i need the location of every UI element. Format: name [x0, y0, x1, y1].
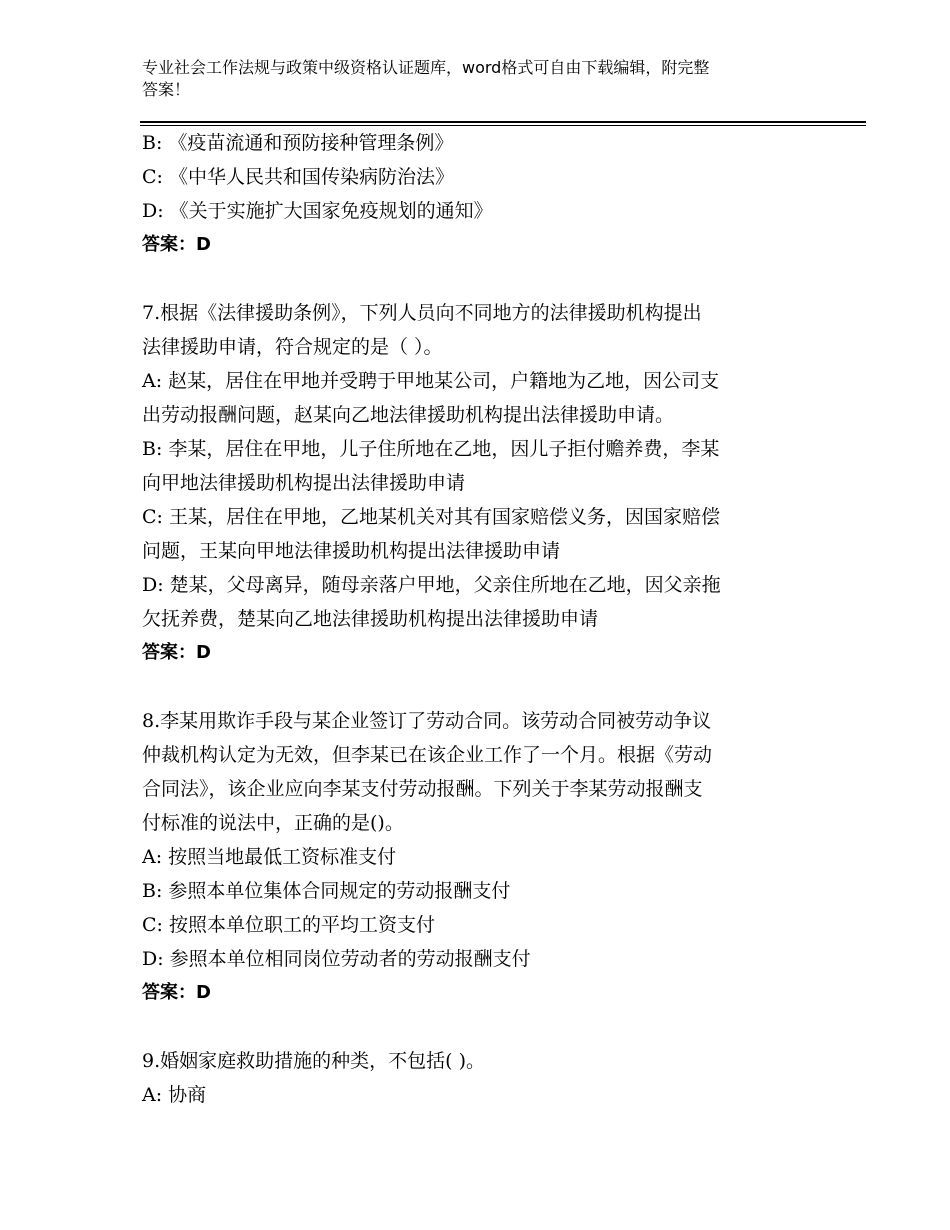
question-stem-line: 法律援助申请，符合规定的是（ ）。: [142, 336, 443, 358]
question-stem-line: 仲裁机构认定为无效，但李某已在该企业工作了一个月。根据《劳动: [142, 744, 713, 766]
spacer: [142, 1010, 822, 1044]
answer-label: 答案：D: [142, 234, 211, 255]
header-title-line-2: 答案！: [142, 80, 191, 99]
question-8: [142, 704, 822, 1010]
option-b-line-2: 向甲地法律援助机构提出法律援助申请: [142, 472, 466, 494]
option-c-line-2: 问题，王某向甲地法律援助机构提出法律援助申请: [142, 540, 561, 562]
option-b: B: 参照本单位集体合同规定的劳动报酬支付: [142, 880, 511, 902]
option-b-line-1: B: 李某，居住在甲地，儿子住所地在乙地，因儿子拒付赡养费，李某: [142, 438, 720, 460]
option-a-line-2: 出劳动报酬问题，赵某向乙地法律援助机构提出法律援助申请。: [142, 404, 675, 426]
header-title-line-1: 专业社会工作法规与政策中级资格认证题库，word格式可自由下载编辑，附完整: [142, 58, 710, 77]
answer-label: 答案：D: [142, 642, 211, 663]
question-stem-line: 8.李某用欺诈手段与某企业签订了劳动合同。该劳动合同被劳动争议: [142, 710, 712, 732]
option-d-line-2: 欠抚养费，楚某向乙地法律援助机构提出法律援助申请: [142, 608, 599, 630]
question-stem-line: 合同法》，该企业应向李某支付劳动报酬。下列关于李某劳动报酬支: [142, 778, 703, 800]
option-d: D: 参照本单位相同岗位劳动者的劳动报酬支付: [142, 948, 531, 970]
spacer: [142, 262, 822, 296]
option-d-line-1: D: 楚某，父母离异，随母亲落户甲地，父亲住所地在乙地，因父亲拖: [142, 574, 721, 596]
question-7: [142, 296, 822, 670]
question-stem-line: 9.婚姻家庭救助措施的种类，不包括( )。: [142, 1050, 485, 1072]
header-rule-thick: [140, 121, 866, 123]
question-9: [142, 1044, 822, 1112]
option-b: B: 《疫苗流通和预防接种管理条例》: [142, 132, 454, 154]
question-6-tail: [142, 126, 822, 262]
option-a-line-1: A: 赵某，居住在甲地并受聘于甲地某公司，户籍地为乙地，因公司支: [142, 370, 720, 392]
option-c-line-1: C: 王某，居住在甲地，乙地某机关对其有国家赔偿义务，因国家赔偿: [142, 506, 720, 528]
question-list: [142, 126, 822, 1112]
spacer: [142, 670, 822, 704]
option-a: A: 协商: [142, 1084, 207, 1106]
answer-label: 答案：D: [142, 982, 211, 1003]
question-stem-line: 付标准的说法中，正确的是()。: [142, 812, 404, 834]
document-header: [142, 57, 822, 101]
option-c: C: 《中华人民共和国传染病防治法》: [142, 166, 454, 188]
question-stem-line: 7.根据《法律援助条例》，下列人员向不同地方的法律援助机构提出: [142, 302, 702, 324]
option-c: C: 按照本单位职工的平均工资支付: [142, 914, 435, 936]
option-d: D: 《关于实施扩大国家免疫规划的通知》: [142, 200, 493, 222]
option-a: A: 按照当地最低工资标准支付: [142, 846, 397, 868]
